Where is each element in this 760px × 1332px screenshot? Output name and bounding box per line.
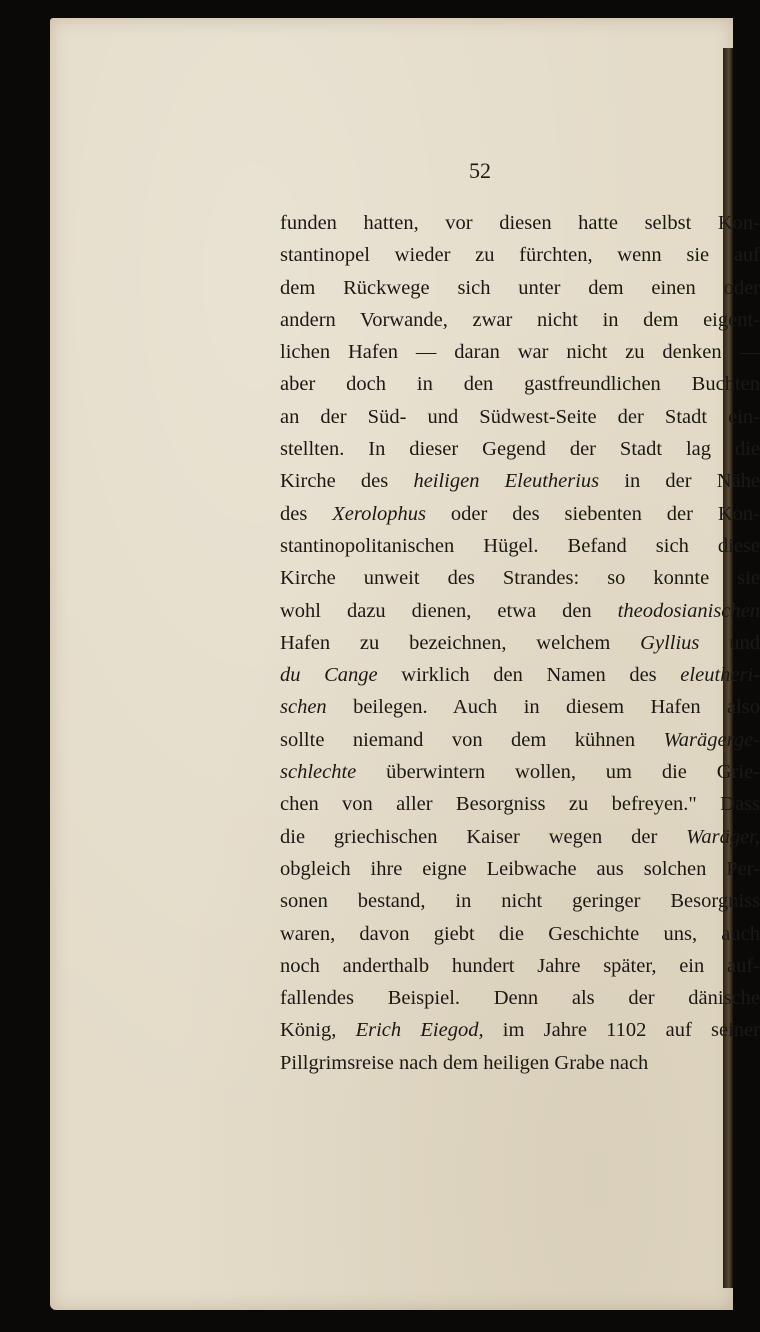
text-segment: stantinopel wieder zu fürchten, wenn sie auf [280, 244, 760, 267]
italic-text: schen [280, 696, 327, 719]
text-line [280, 207, 760, 239]
text-line [280, 659, 760, 691]
text-segment: des [280, 502, 333, 525]
text-line [280, 1014, 760, 1046]
text-segment: sonen bestand, in nicht geringer Besorgniss [280, 890, 760, 913]
text-segment: dem Rückwege sich unter dem einen oder [280, 276, 760, 299]
text-line [280, 918, 760, 950]
text-segment: an der Süd- und Südwest-Seite der Stadt ein- [280, 405, 760, 428]
text-segment: noch anderthalb hundert Jahre später, ein auf- [280, 954, 760, 977]
text-segment: Hafen zu bezeichnen, welchem [280, 631, 641, 654]
italic-text: Warägerge- [663, 728, 760, 751]
text-segment: andern Vorwande, zwar nicht in dem eigent- [280, 308, 760, 331]
text-line [280, 885, 760, 917]
text-line [280, 788, 760, 820]
text-line [280, 401, 760, 433]
text-line [280, 950, 760, 982]
text-line [280, 853, 760, 885]
text-line [280, 982, 760, 1014]
text-line [280, 530, 760, 562]
text-line [280, 336, 760, 368]
text-line [280, 498, 760, 530]
text-line [280, 724, 760, 756]
text-segment: oder des siebenten der Kon- [426, 502, 760, 525]
italic-text: Erich Eiegod, [355, 1019, 484, 1042]
text-segment: stellten. In dieser Gegend der Stadt lag die [280, 438, 760, 461]
italic-text: Xerolophus [332, 502, 426, 525]
text-line [280, 627, 760, 659]
text-segment: Kirche des [280, 470, 414, 493]
italic-text: Waräger, [686, 825, 760, 848]
text-segment: in der Nähe [599, 470, 760, 493]
text-segment: chen von aller Besorgniss zu befreyen." Dass [280, 793, 760, 816]
body-text [280, 207, 760, 1079]
text-segment: fallendes Beispiel. Denn als der dänische [280, 987, 760, 1010]
italic-text: heiligen Eleutherius [413, 470, 600, 493]
italic-text: theodosianischen [617, 599, 760, 622]
text-segment: im Jahre 1102 auf seiner [483, 1019, 760, 1042]
page-number: 52 [469, 158, 491, 183]
text-line [280, 304, 760, 336]
text-segment: die griechischen Kaiser wegen der [280, 825, 687, 848]
text-segment: aber doch in den gastfreundlichen Buchten [280, 373, 760, 396]
italic-text: du Cange [280, 664, 378, 687]
text-line [280, 691, 760, 723]
text-segment: waren, davon giebt die Geschichte uns, auch [280, 922, 760, 945]
text-line [280, 1047, 760, 1079]
text-line [280, 465, 760, 497]
text-segment: obgleich ihre eigne Leibwache aus solchen Per- [280, 857, 760, 880]
text-segment: funden hatten, vor diesen hatte selbst Kon- [280, 212, 760, 234]
italic-text: eleutheri- [680, 664, 760, 687]
text-line [280, 595, 760, 627]
text-line [280, 433, 760, 465]
text-segment: wirklich den Namen des [377, 664, 681, 687]
text-segment: wohl dazu dienen, etwa den [280, 599, 618, 622]
text-segment: und [699, 631, 760, 654]
text-line [280, 239, 760, 271]
text-line [280, 562, 760, 594]
text-line [280, 756, 760, 788]
text-segment: sollte niemand von dem kühnen [280, 728, 664, 751]
italic-text: schlechte [280, 761, 357, 784]
text-segment: Pillgrimsreise nach dem heiligen Grabe nach [280, 1051, 649, 1074]
text-line [280, 368, 760, 400]
text-line [280, 272, 760, 304]
text-segment: lichen Hafen — daran war nicht zu denken — [280, 341, 760, 364]
text-segment: überwintern wollen, um die Grie- [356, 761, 760, 784]
text-line [280, 821, 760, 853]
text-segment: beilegen. Auch in diesem Hafen also [326, 696, 760, 719]
text-segment: Kirche unweit des Strandes: so konnte sie [280, 567, 760, 590]
text-segment: König, [280, 1019, 356, 1042]
text-segment: stantinopolitanischen Hügel. Befand sich diese [280, 534, 760, 557]
book-page [50, 18, 760, 1310]
italic-text: Gyllius [640, 631, 700, 654]
